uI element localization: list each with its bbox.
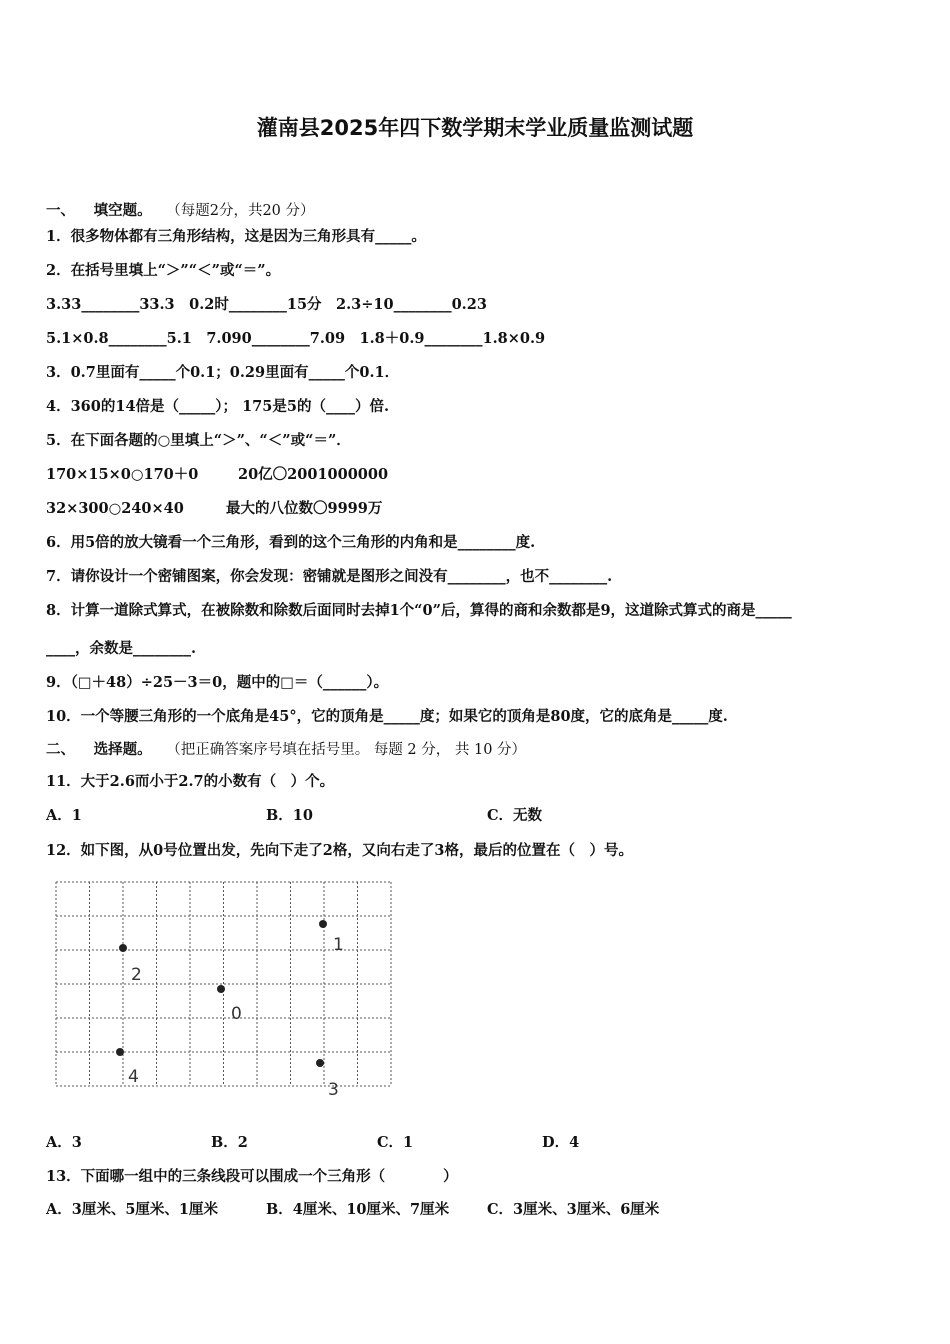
- grid-point-label-4: 4: [128, 1067, 139, 1087]
- question-2-row-2: 5.1×0.8________5.1 7.090________7.09 1.8＋0.9________1.8×0.9: [46, 330, 546, 347]
- grid-diagram: [48, 878, 398, 1100]
- question-3: 3．0.7里面有_____个0.1；0.29里面有_____个0.1．: [46, 364, 400, 381]
- question-11-option-c: C．无数: [487, 807, 543, 824]
- page-title: 灌南县2025年四下数学期末学业质量监测试题: [256, 116, 694, 140]
- grid-point-0: [217, 985, 225, 993]
- question-1: 1．很多物体都有三角形结构，这是因为三角形具有_____。: [46, 228, 426, 245]
- question-11: 11．大于2.6而小于2.7的小数有（ ）个。: [46, 773, 335, 790]
- question-13: 13．下面哪一组中的三条线段可以围成一个三角形（ ）: [46, 1168, 458, 1185]
- question-4: 4．360的14倍是（_____）； 175是5的（____）倍.: [46, 398, 389, 415]
- grid-point-label-1: 1: [333, 935, 344, 955]
- section-2-heading: [46, 740, 526, 760]
- grid-point-label-0: 0: [231, 1004, 242, 1024]
- question-11-option-a: A．1: [46, 807, 82, 824]
- section-2-number: 二、: [46, 741, 75, 758]
- section-2-note: （把正确答案序号填在括号里。 每题 2 分， 共 10 分）: [166, 742, 527, 758]
- question-5-item-c: 32×300○240×40: [46, 500, 184, 517]
- grid-point-4: [116, 1048, 124, 1056]
- section-1-heading: [46, 201, 315, 221]
- question-12-option-c: C．1: [377, 1134, 414, 1151]
- question-10: 10．一个等腰三角形的一个底角是45°，它的顶角是_____度；如果它的顶角是80度，它的底角是_____度.: [46, 708, 728, 725]
- question-13-option-b: B．4厘米、10厘米、7厘米: [266, 1201, 450, 1218]
- question-13-option-a: A．3厘米、5厘米、1厘米: [46, 1201, 219, 1218]
- section-1-note: （每题2分，共20 分）: [166, 203, 315, 219]
- section-2-name: 选择题。: [93, 741, 152, 758]
- question-2: 2．在括号里填上“＞”“＜”或“＝”。: [46, 262, 281, 279]
- question-11-option-b: B．10: [266, 807, 313, 824]
- question-12-option-a: A．3: [46, 1134, 82, 1151]
- grid-point-1: [319, 920, 327, 928]
- grid-point-3: [316, 1059, 324, 1067]
- question-2-row-1: 3.33________33.3 0.2时________15分 2.3÷10________0.23: [46, 296, 487, 313]
- section-1-number: 一、: [46, 202, 75, 219]
- question-8-line-2: ____，余数是________.: [46, 640, 197, 657]
- question-5-item-b: 20亿〇2001000000: [238, 466, 389, 483]
- question-12-grid-figure: [48, 878, 398, 1100]
- question-12: 12．如下图，从0号位置出发，先向下走了2格，又向右走了3格，最后的位置在（ ）号。: [46, 842, 633, 859]
- grid-point-label-3: 3: [328, 1080, 339, 1100]
- question-5: 5．在下面各题的○里填上“＞”、“＜”或“＝”．: [46, 432, 351, 449]
- question-13-option-c: C．3厘米、3厘米、6厘米: [487, 1201, 660, 1218]
- question-6: 6．用5倍的放大镜看一个三角形，看到的这个三角形的内角和是________度.: [46, 534, 536, 551]
- question-12-option-d: D．4: [542, 1134, 580, 1151]
- question-8-line-1: 8．计算一道除式算式，在被除数和除数后面同时去掉1个“0”后，算得的商和余数都是9，这道除式算式的商是_____: [46, 602, 792, 619]
- question-5-item-a: 170×15×0○170＋0: [46, 466, 199, 483]
- question-7: 7．请你设计一个密铺图案，你会发现：密铺就是图形之间没有________，也不________.: [46, 568, 613, 585]
- question-5-item-d: 最大的八位数〇9999万: [226, 500, 383, 517]
- grid-lines: [56, 882, 391, 1086]
- question-9: 9．（□＋48）÷25－3＝0，题中的□＝（______）。: [46, 674, 389, 691]
- grid-point-label-2: 2: [131, 965, 142, 985]
- section-1-name: 填空题。: [93, 202, 152, 219]
- grid-points: [116, 920, 344, 1100]
- grid-point-2: [119, 944, 127, 952]
- question-12-option-b: B．2: [211, 1134, 248, 1151]
